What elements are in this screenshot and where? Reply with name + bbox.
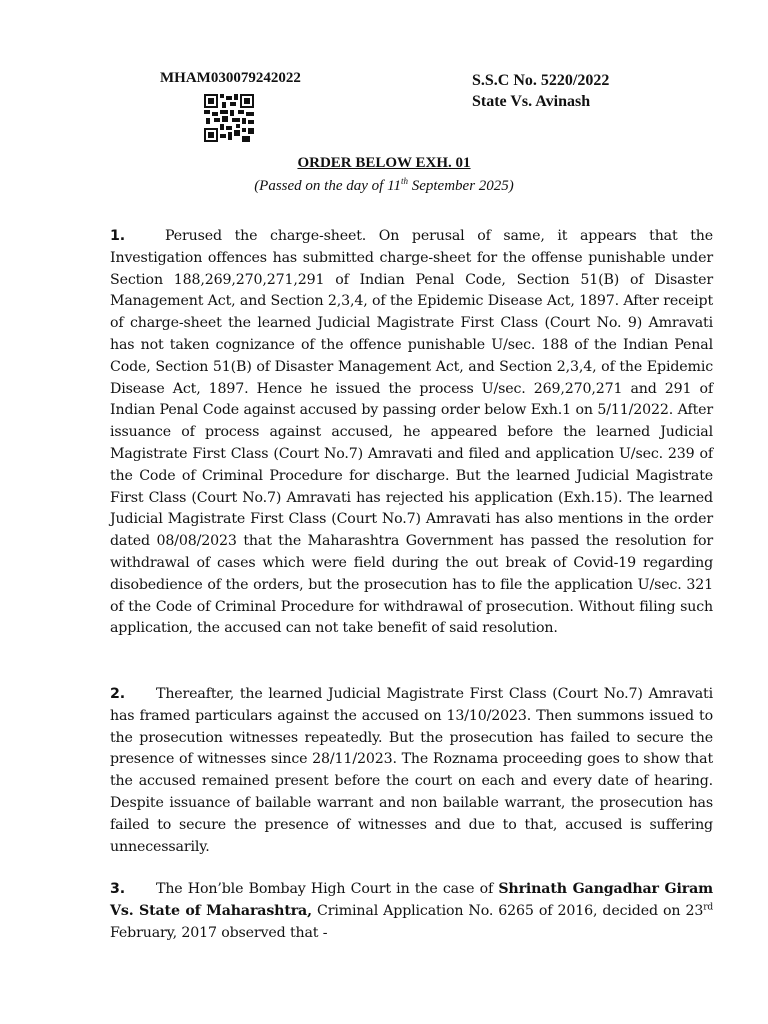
case-parties: State Vs. Avinash [472, 93, 591, 110]
paragraph-number: 2. [110, 686, 125, 702]
qr-code-icon [204, 94, 254, 142]
case-citation: Shrinath Gangadhar Giram Vs. State of Maharashtra, [110, 881, 713, 919]
paragraph-3: 3. The Hon’ble Bombay High Court in the case of Shrinath Gangadhar Giram Vs. State of Maharashtra, Criminal Application No. 6265 of 2016, decided on 23rd February, 2017 observed that - [110, 881, 713, 941]
cnr-number: MHAM030079242022 [160, 70, 301, 86]
paragraph-1 [110, 226, 713, 640]
order-subtitle: (Passed on the day of 11th September 2025) [254, 176, 514, 194]
paragraph-text: Thereafter, the learned Judicial Magistrate First Class (Court No.7) Amravati has framed particulars against the accused on 13/10/2023. Then summons issued to the prosecution witnesses repeatedly. But the prosecution has failed to secure the presence of witnesses since 28/11/2023. The Roznama proceeding goes to show that the accused remained present before the court on each and every date of hearing. Despite issuance of bailable warrant and non bailable warrant, the prosecution has failed to secure the presence of witnesses and due to that, accused is suffering unnecessarily. [110, 686, 713, 855]
order-title: ORDER BELOW EXH. 01 [297, 155, 471, 171]
paragraph-number: 3. [110, 881, 125, 897]
case-header [472, 70, 609, 112]
paragraph-text: Perused the charge-sheet. On perusal of same, it appears that the Investigation offences has submitted charge-sheet for the offense punishable under Section 188,269,270,271,291 of Indian Penal Code, Section 51(B) of Disaster Management Act, and Section 2,3,4, of the Epidemic Disease Act, 1897. After receipt of charge-sheet the learned Judicial Magistrate First Class (Court No. 9) Amravati has not taken cognizance of the offence punishable U/sec. 188 of the Indian Penal Code, Section 51(B) of Disaster Management Act, and Section 2,3,4, of the Epidemic Disease Act, 1897. Hence he issued the process U/sec. 269,270,271 and 291 of Indian Penal Code against accused by passing order below Exh.1 on 5/11/2022. After issuance of process against accused, he appeared before the learned Judicial Magistrate First Class (Court No.7) Amravati and filed and application U/sec. 239 of the Code of Criminal Procedure for discharge. But the learned Judicial Magistrate First Class (Court No.7) Amravati has rejected his application (Exh.15). The learned Judicial Magistrate First Class (Court No.7) Amravati has also mentions in the order dated 08/08/2023 that the Maharashtra Government has passed the resolution for withdrawal of cases which were field during the out break of Covid-19 regarding disobedience of the orders, but the prosecution has to file the application U/sec. 321 of the Code of Criminal Procedure for withdrawal of prosecution. Without filing such application, the accused can not take benefit of said resolution. [110, 228, 713, 637]
case-number: S.S.C No. 5220/2022 [472, 72, 610, 89]
paragraph-number: 1. [110, 228, 125, 244]
paragraph-2 [110, 684, 713, 858]
